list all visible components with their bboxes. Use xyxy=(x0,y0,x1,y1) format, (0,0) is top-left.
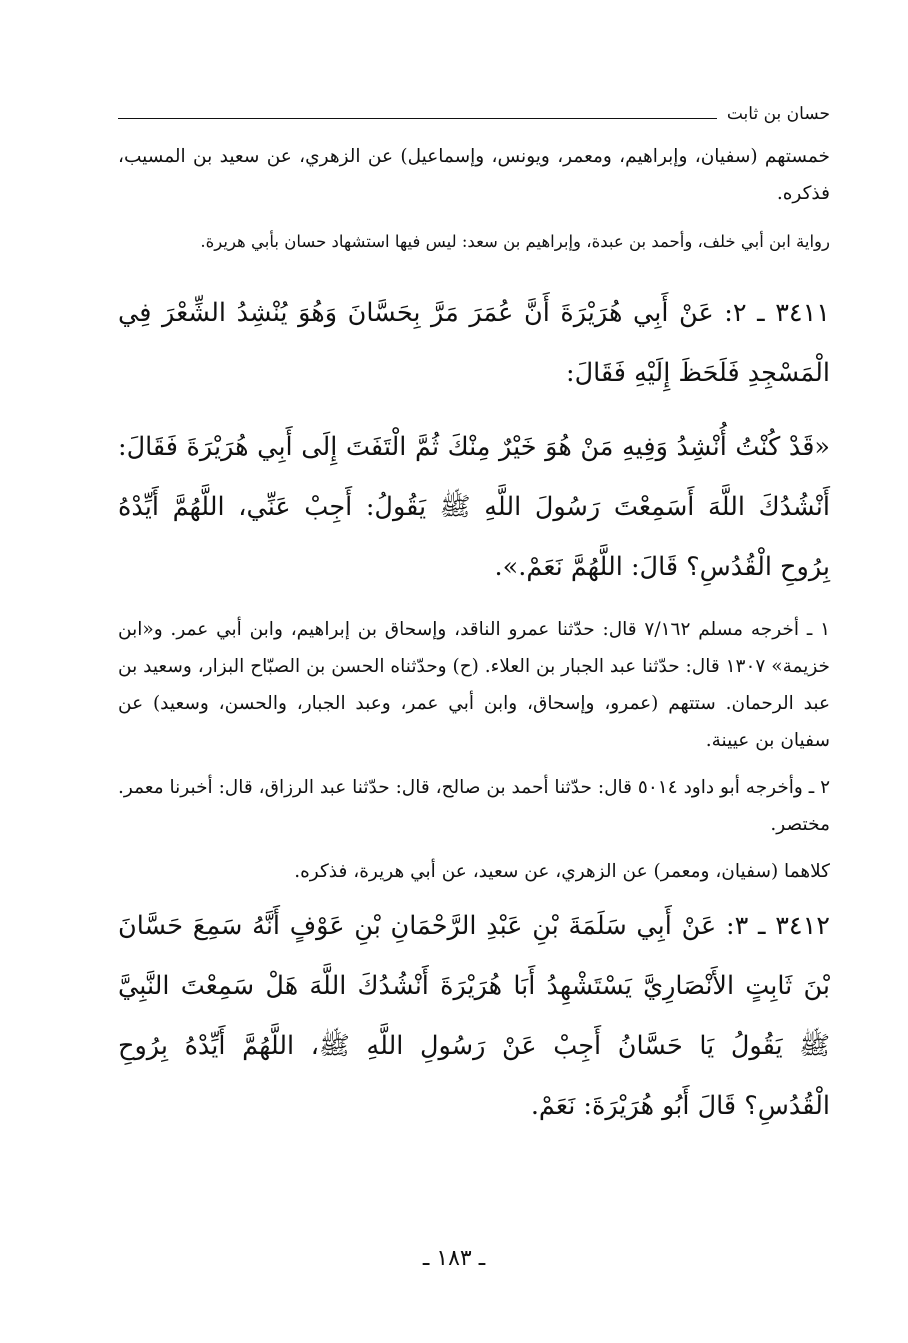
header-title: حسان بن ثابت xyxy=(726,104,830,124)
header-rule xyxy=(118,118,717,119)
takhrij-summary: كلاهما (سفيان، ومعمر) عن الزهري، عن سعيد، عن أبي هريرة، فذكره. xyxy=(294,861,830,882)
page-content xyxy=(118,138,830,1136)
hadith-3411-isnad: ٣٤١١ ـ ٢: عَنْ أَبِي هُرَيْرَةَ أَنَّ عُمَرَ مَرَّ بِحَسَّانَ وَهُوَ يُنْشِدُ الشِّعْرَ فِي الْمَسْجِدِ فَلَحَظَ إِلَيْهِ فَقَالَ: xyxy=(118,298,830,388)
takhrij-paragraph-1: خمستهم (سفيان، وإبراهيم، ومعمر، ويونس، وإسماعيل) عن الزهري، عن سعيد بن المسيب، فذكره. xyxy=(118,146,830,204)
running-header xyxy=(118,94,830,124)
hadith-3412: ٣٤١٢ ـ ٣: عَنْ أَبِي سَلَمَةَ بْنِ عَبْدِ الرَّحْمَانِ بْنِ عَوْفٍ أَنَّهُ سَمِعَ حَسَّانَ بْنَ ثَابِتٍ الأَنْصَارِيَّ يَسْتَشْهِدُ أَبَا هُرَيْرَةَ أَنْشُدُكَ اللَّهَ هَلْ سَمِعْتَ النَّبِيَّ ﷺ يَقُولُ يَا حَسَّانُ أَجِبْ عَنْ رَسُولِ اللَّهِ ﷺ، اللَّهُمَّ أَيِّدْهُ بِرُوحِ الْقُدُسِ؟ قَالَ أَبُو هُرَيْرَةَ: نَعَمْ. xyxy=(118,911,831,1121)
takhrij-item-1: ١ ـ أخرجه مسلم ٧/١٦٢ قال: حدّثنا عمرو الناقد، وإسحاق بن إبراهيم، وابن أبي عمر. و«ابن خزيمة» ١٣٠٧ قال: حدّثنا عبد الجبار بن العلاء. (ح) وحدّثناه الحسن بن الصبّاح البزار، وسعيد بن عبد الرحمان. ستتهم (عمرو، وإسحاق، وابن أبي عمر، وعبد الجبار، والحسن، وسعيد) عن سفيان بن عيينة. xyxy=(118,619,830,751)
hadith-3411-matn: «قَدْ كُنْتُ أُنْشِدُ وَفِيهِ مَنْ هُوَ خَيْرٌ مِنْكَ ثُمَّ الْتَفَتَ إِلَى أَبِي هُرَيْرَةَ فَقَالَ: أَنْشُدُكَ اللَّهَ أَسَمِعْتَ رَسُولَ اللَّهِ ﷺ يَقُولُ: أَجِبْ عَنِّي، اللَّهُمَّ أَيِّدْهُ بِرُوحِ الْقُدُسِ؟ قَالَ: اللَّهُمَّ نَعَمْ.». xyxy=(118,432,830,582)
takhrij-item-2: ٢ ـ وأخرجه أبو داود ٥٠١٤ قال: حدّثنا أحمد بن صالح، قال: حدّثنا عبد الرزاق، قال: أخبرنا معمر. مختصر. xyxy=(118,777,831,835)
note-paragraph: رواية ابن أبي خلف، وأحمد بن عبدة، وإبراهيم بن سعد: ليس فيها استشهاد حسان بأبي هريرة. xyxy=(200,232,830,251)
page-number: ـ ١٨٣ ـ xyxy=(422,1246,486,1271)
